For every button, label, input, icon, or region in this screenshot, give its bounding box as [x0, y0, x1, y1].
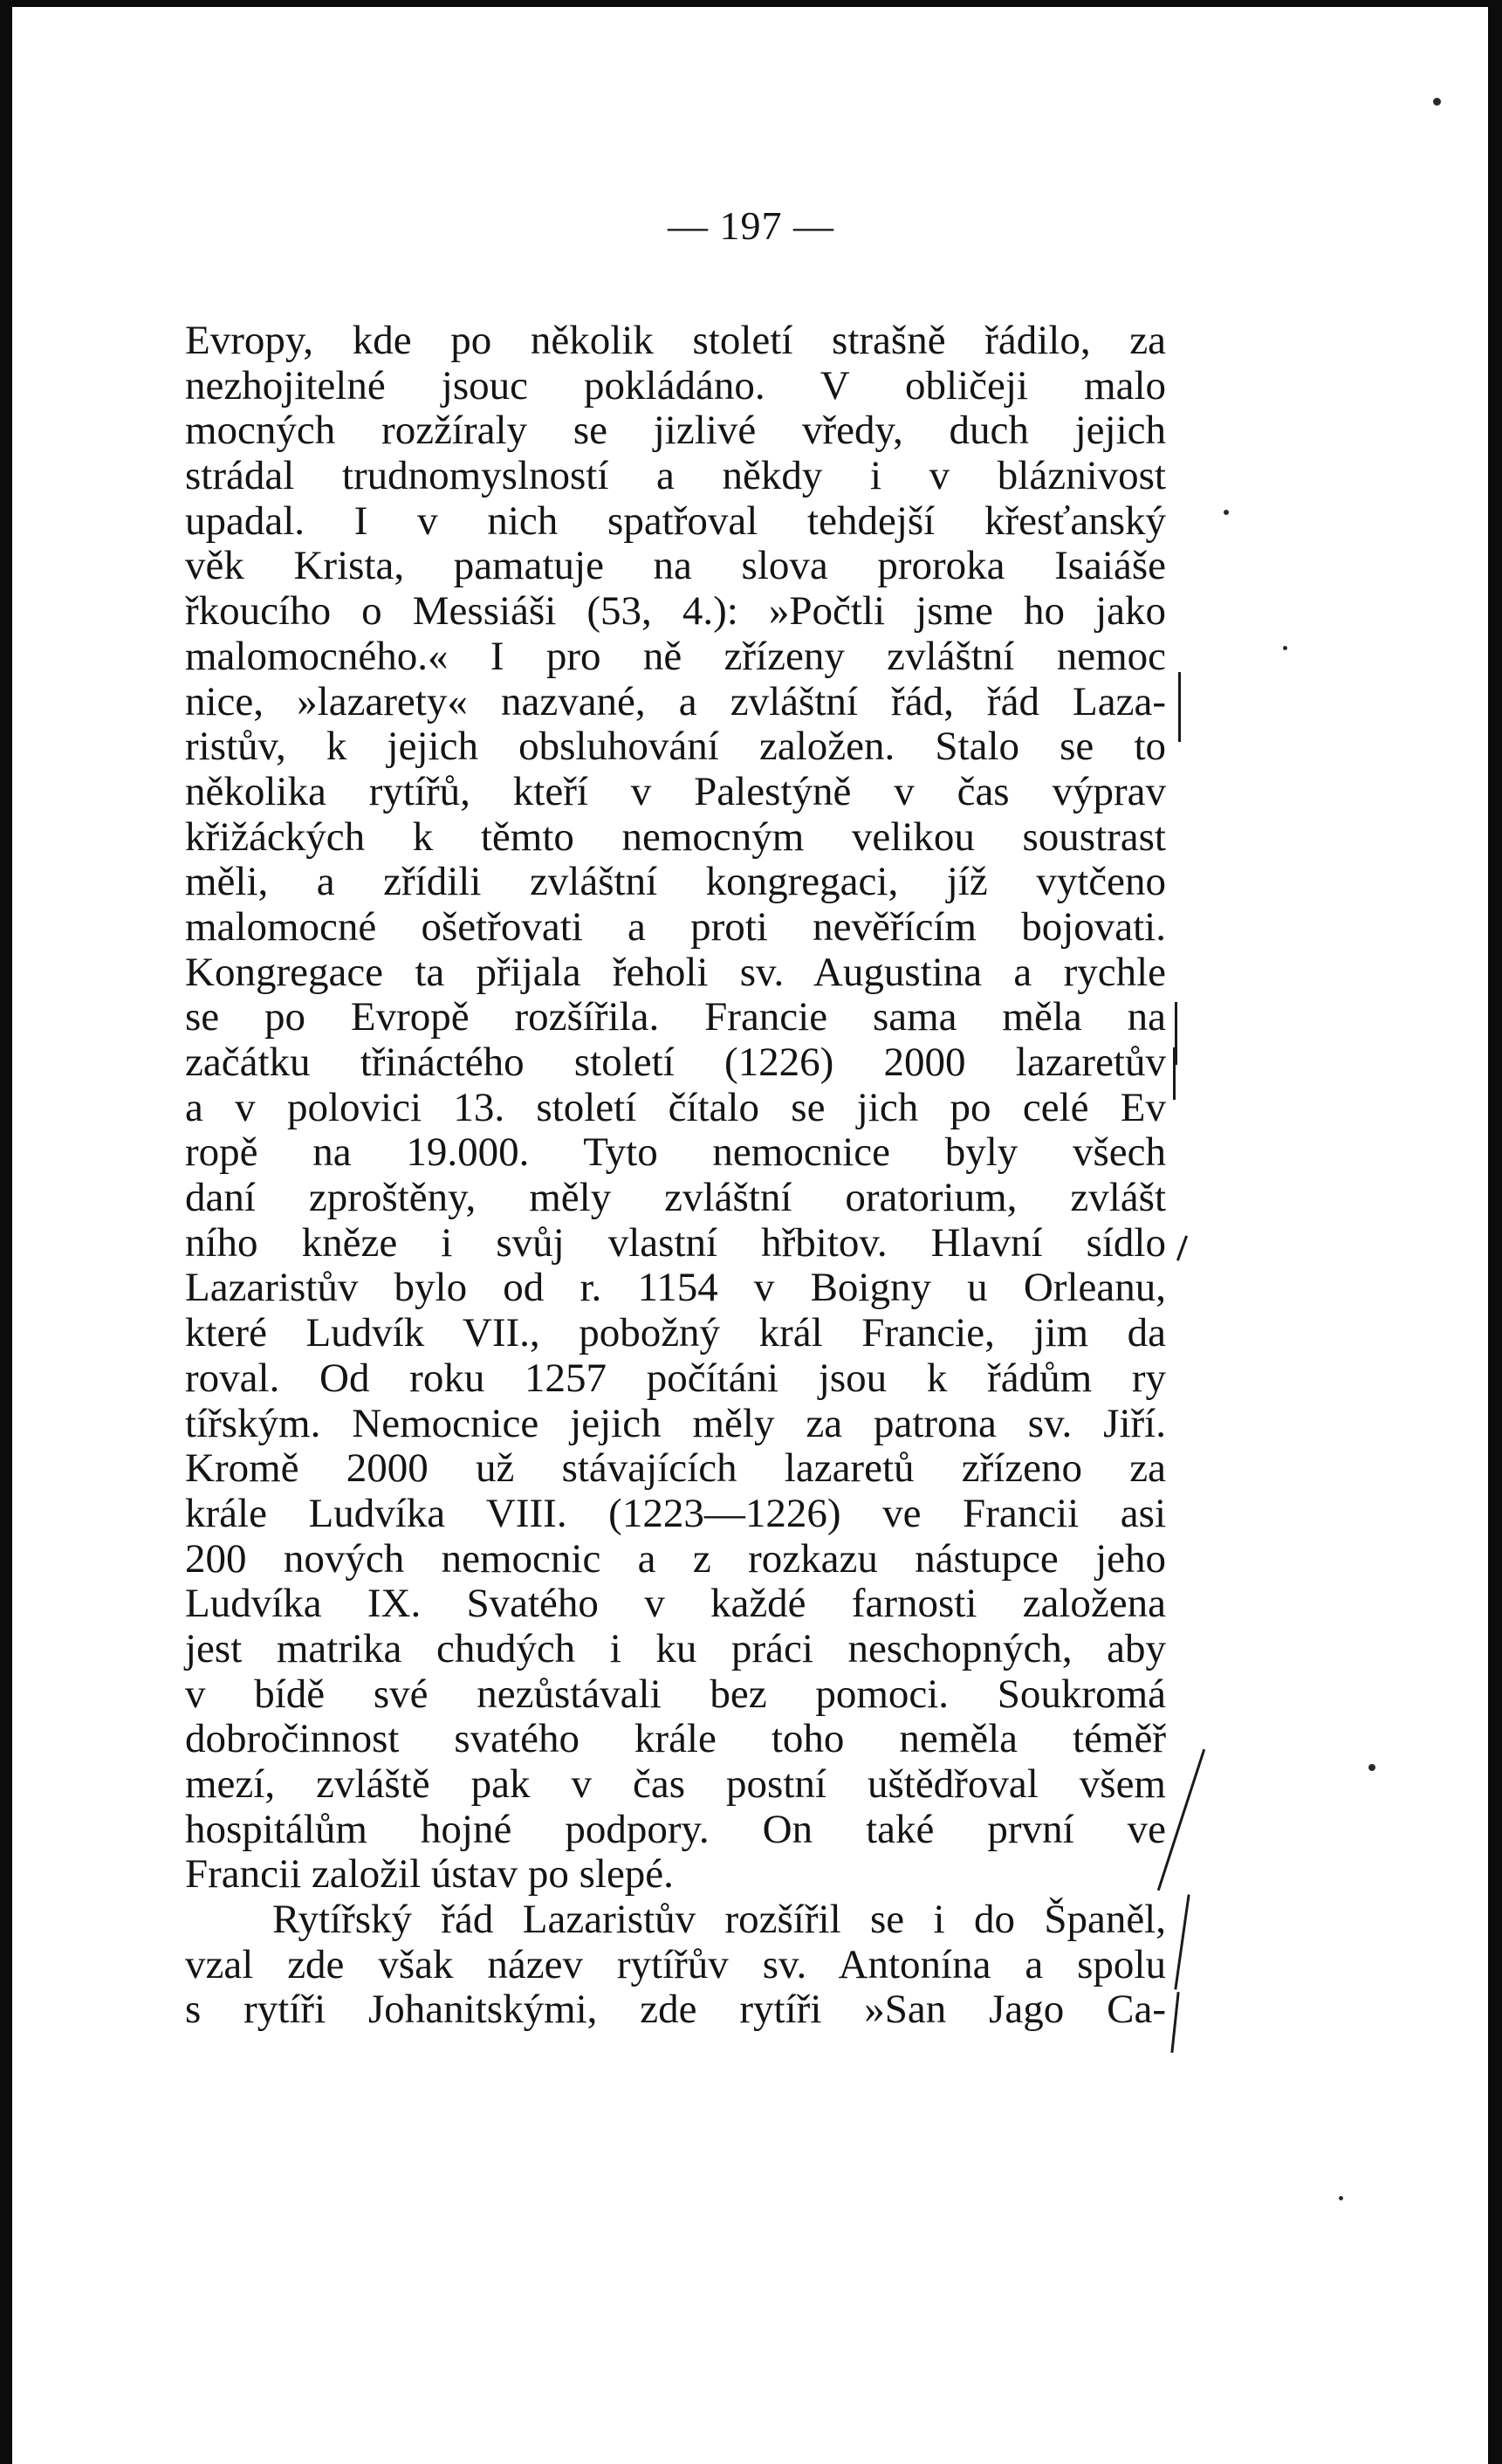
body-text [185, 319, 1166, 2033]
text-line: křižáckých k těmto nemocným velikou soustrast [185, 813, 1166, 860]
text-line: několika rytířů, kteří v Palestýně v čas výprav [185, 768, 1166, 814]
text-line: v bídě své nezůstávali bez pomoci. Soukromá [185, 1671, 1166, 1717]
speck [1339, 2196, 1343, 2200]
text-line: Ludvíka IX. Svatého v každé farnosti založena [185, 1581, 1166, 1627]
text-line: a v polovici 13. století čítalo se jich po celé Ev [185, 1084, 1166, 1130]
margin-stroke [1173, 1047, 1176, 1100]
text-line: jest matrika chudých i ku práci neschopných, aby [185, 1625, 1166, 1671]
text-line: tířským. Nemocnice jejich měly za patrona sv. Jiří. [185, 1400, 1166, 1446]
text-line: začátku třináctého století (1226) 2000 lazaretův [185, 1040, 1166, 1085]
page-number: — 197 — [668, 203, 834, 248]
text-line: daní zproštěny, měly zvláštní oratorium, zvlášt [185, 1175, 1166, 1221]
text-line: krále Ludvíka VIII. (1223—1226) ve Francii asi [185, 1490, 1166, 1536]
text-line: Kongregace ta přijala řeholi sv. Augustina a rychle [185, 949, 1166, 995]
margin-stroke [1178, 672, 1181, 742]
speck [1283, 646, 1287, 650]
text-line: se po Evropě rozšířila. Francie sama měla na [185, 994, 1166, 1040]
text-line: nezhojitelné jsouc pokládáno. V obličeji malo [185, 362, 1166, 408]
text-line: roval. Od roku 1257 počítáni jsou k řádům ry [185, 1355, 1166, 1401]
speck [1433, 98, 1441, 106]
paragraph-start-line: Rytířský řád Lazaristův rozšířil se i do Španěl, [272, 1897, 1166, 1943]
text-line: řkoucího o Messiáši (53, 4.): »Počtli jsme ho jako [185, 588, 1166, 635]
text-line: ropě na 19.000. Tyto nemocnice byly všech [185, 1129, 1166, 1176]
text-line: které Ludvík VII., pobožný král Francie, jim da [185, 1310, 1166, 1356]
text-line: mocných rozžíraly se jizlivé vředy, duch jejich [185, 408, 1166, 454]
text-line: strádal trudnomyslností a někdy i v bláznivost [185, 453, 1166, 499]
text-line: s rytíři Johanitskými, zde rytíři »San Jago Ca- [185, 1987, 1166, 2033]
speck [1368, 1764, 1375, 1771]
text-line: upadal. I v nich spatřoval tehdejší křesťanský [185, 498, 1166, 544]
speck [1224, 510, 1229, 515]
text-line: malomocného.« I pro ně zřízeny zvláštní nemoc [185, 633, 1166, 679]
text-line: malomocné ošetřovati a proti nevěřícím bojovati. [185, 903, 1166, 950]
text-line: vzal zde však název rytířův sv. Antonína a spolu [185, 1941, 1166, 1987]
text-line: mezí, zvláště pak v čas postní uštědřoval všem [185, 1761, 1166, 1807]
text-line: měli, a zřídili zvláštní kongregaci, jíž vytčeno [185, 859, 1166, 905]
text-line: 200 nových nemocnic a z rozkazu nástupce jeho [185, 1535, 1166, 1582]
text-line: hospitálům hojné podpory. On také první ve [185, 1806, 1166, 1852]
text-line: dobročinnost svatého krále toho neměla téměř [185, 1716, 1166, 1762]
text-line: Kromě 2000 už stávajících lazaretů zřízeno za [185, 1445, 1166, 1492]
text-line: věk Krista, pamatuje na slova proroka Isaiáše [185, 543, 1166, 589]
text-line: ristův, k jejich obsluhování založen. Stalo se to [185, 724, 1166, 770]
text-line: Lazaristův bylo od r. 1154 v Boigny u Orleanu, [185, 1265, 1166, 1311]
text-line: ního kněze i svůj vlastní hřbitov. Hlavní sídlo [185, 1219, 1166, 1266]
text-line: nice, »lazarety« nazvané, a zvláštní řád, řád Laza- [185, 678, 1166, 724]
paragraph-end-line: Francii založil ústav po slepé. [185, 1851, 674, 1898]
text-line: Evropy, kde po několik století strašně řádilo, za [185, 318, 1166, 363]
